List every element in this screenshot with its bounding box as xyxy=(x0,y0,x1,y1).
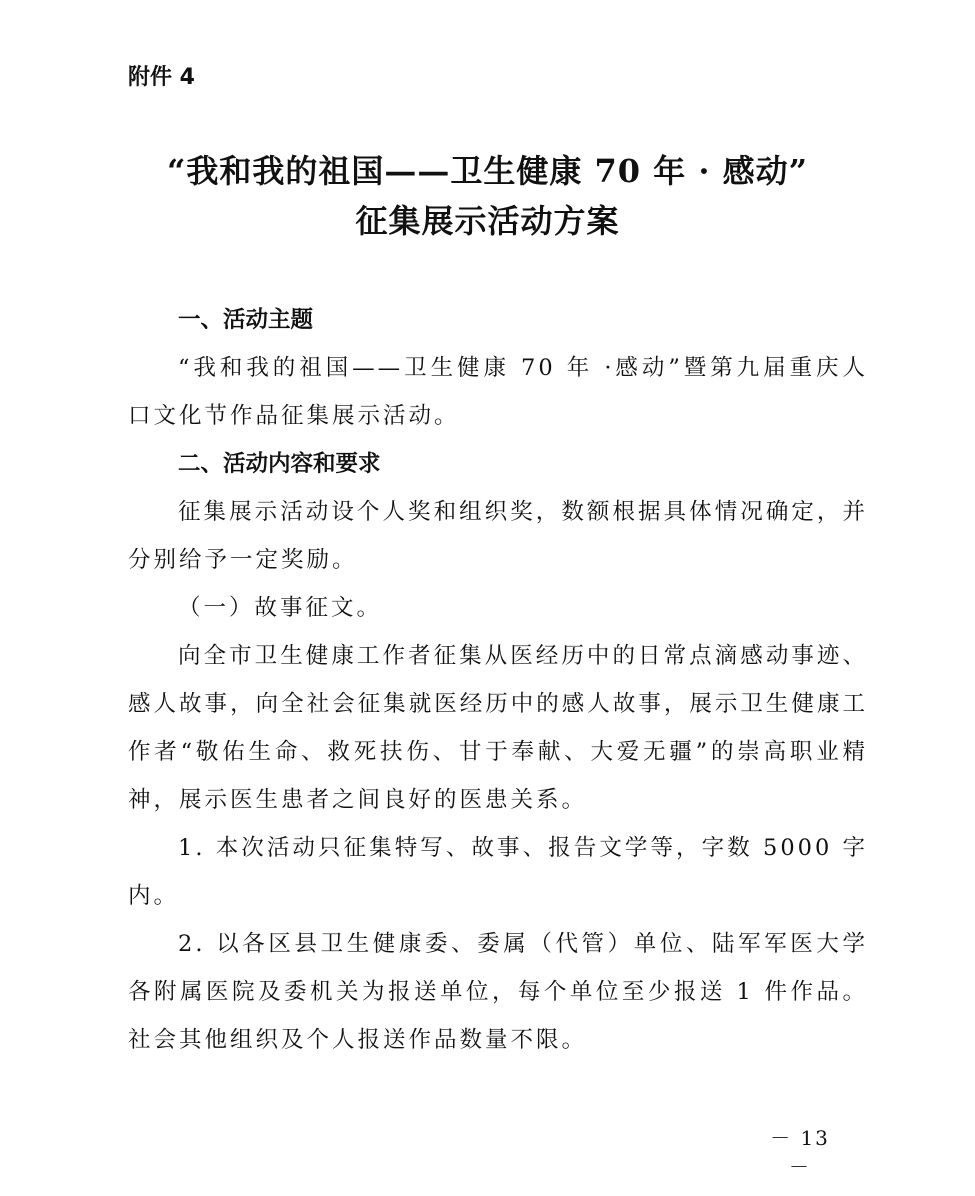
paragraph-theme: “我和我的祖国——卫生健康 70 年 ·感动”暨第九届重庆人口文化节作品征集展示活动。 xyxy=(128,355,868,429)
document-body xyxy=(128,296,868,1064)
attachment-label: 附件 4 xyxy=(128,65,195,90)
paragraph-story-essay: 向全市卫生健康工作者征集从医经历中的日常点滴感动事迹、感人故事，向全社会征集就医经历中的感人故事，展示卫生健康工作者“敬佑生命、救死扶伤、甘于奉献、大爱无疆”的崇高职业精神，展示医生患者之间良好的医患关系。 xyxy=(128,643,868,813)
subheading-story-essay: （一）故事征文。 xyxy=(178,595,383,621)
paragraph-item-1: 1. 本次活动只征集特写、故事、报告文学等，字数 5000 字内。 xyxy=(128,835,868,909)
title-line-2: 征集展示活动方案 xyxy=(355,202,620,240)
section-heading-theme: 一、活动主题 xyxy=(178,307,314,333)
paragraph-awards: 征集展示活动设个人奖和组织奖，数额根据具体情况确定，并分别给予一定奖励。 xyxy=(128,499,868,573)
title-line-1: “我和我的祖国——卫生健康 70 年 · 感动” xyxy=(166,152,809,190)
page-number: － 13 － xyxy=(770,1126,830,1179)
paragraph-item-2: 2. 以各区县卫生健康委、委属（代管）单位、陆军军医大学各附属医院及委机关为报送单位，每个单位至少报送 1 件作品。社会其他组织及个人报送作品数量不限。 xyxy=(128,931,868,1053)
section-heading-content: 二、活动内容和要求 xyxy=(178,451,381,477)
